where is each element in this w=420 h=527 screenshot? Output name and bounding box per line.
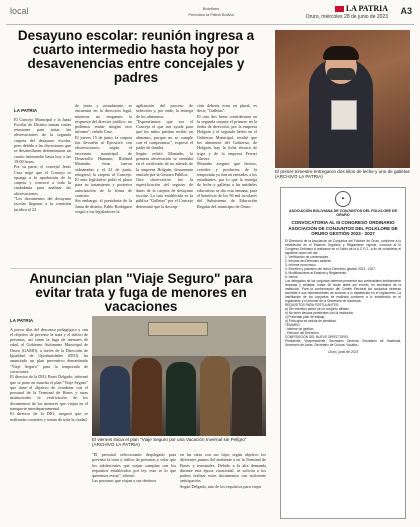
photo-person <box>166 362 196 436</box>
article2-photo-caption: El viernes inicia el plan "Viaje Seguro por una Vacación Invernal sin Peligro" (ARCHIVO LA PATRIA) <box>92 437 247 448</box>
photo-person <box>200 356 230 436</box>
article1-column-1 <box>14 103 71 273</box>
notice-signature: Oruro, junio de 2023 <box>327 350 359 355</box>
photo-banner <box>148 322 208 336</box>
article1-headline: Desayuno escolar: reunión ingresa a cuarto intermedio hasta hoy por desavenencias entre concejales y padres <box>17 28 255 86</box>
brand-name: LA PATRIA <box>345 4 388 13</box>
article2-headline: Anuncian plan "Viaje Seguro" para evitar trata y fuga de menores en vacaciones <box>29 271 253 315</box>
photo-person <box>132 358 162 436</box>
article2-col1-text: A pocos días del descanso pedagógico y con el objetivo de prevenir la trata y el tráfico de personas, así como la fuga de menores de edad, el Gobierno Autónomo Municipal de Oruro (GAMO), a través de la Dirección de Igualdad de Oportunidades (DIO), ha anunciado un plan preventivo denominado "Viaje Seguro" para la temporada de vacaciones. El director de la DIO, Boris Delgado, informó que se pone en marcha el plan "Viaje Seguro" que tiene el objetivo de coordinar con el personal de la Terminal de Buses y otras instituciones la verificación de los documentos de los menores que viajan en el transporte interdepartamental. El director de la DIO, aseguró que se realizarán controles y tomas de toda la ciudad. <box>10 326 88 422</box>
convocatoria-notice <box>280 187 406 519</box>
article2-byline: LA PATRIA <box>10 318 34 324</box>
article2-photo <box>92 316 266 436</box>
notice-title: CONVOCATORIA AL III CONGRESO ORDINARIO ASOCIACIÓN DE CONJUNTOS DEL FOLKLORE DE ORURO GESTIÓN 2023 - 2027 <box>288 220 398 236</box>
page-number: A3 <box>400 6 412 16</box>
flag-icon <box>335 6 344 12</box>
section-label: local <box>10 6 29 16</box>
issue-date: Oruro, miércoles 28 de junio de 2023 <box>305 14 388 20</box>
page-header <box>6 3 414 25</box>
notice-body: El Directorio de la Asociación de Conjuntos del Folklore de Oruro, conforme a lo establecido en el Estatuto Orgánico y Reglamento vigente, convoca al III Congreso Ordinario a realizarse en el Salón de la A.C.F.O., a fin de considerar el siguiente orden del día: 1. Verificación de credenciales. 2. Informe del Directorio saliente. 3. Informe económico. 4. Elección y posesión del nuevo Directorio gestión 2023 - 2027. 5. Modificaciones al Estatuto y Reglamento. 6. Varios. Los delegados de los conjuntos deberán presentar sus credenciales debidamente firmadas y selladas, hasta 48 horas antes del evento, en secretaría de la institución. Para la conformación del Comité Electoral los conjuntos deberán acreditar a sus representantes de acuerdo a lo establecido en el reglamento. La habilitación de los conjuntos se realizará conforme a lo establecido en el reglamento y el informe de la Secretaría de Hacienda. REQUISITOS PARA POSTULANTES: a) Ser miembro activo de un conjunto afiliado. b) No tener deudas pendientes con la institución. c) Presentar plan de trabajo. d) Fotocopia de cédula de identidad. TEMARIO: - Informe de gestión. - Elección del Directorio. COMPOSICIÓN DEL NUEVO DIRECTORIO: Presidente, Vicepresidente, Secretario General, Secretario de Hacienda, Secretario de Actas, Secretario de Cultura, Vocales. <box>285 239 401 348</box>
emblem-icon: ✦ <box>335 191 351 207</box>
masthead-line2: Periódico la Patria Bolivia <box>188 12 234 17</box>
article1-col1-text: El Concejo Municipal y la Junta Escolar de Distrito suman varias reuniones para tratar las observaciones de la segunda carpeta del desayuno escolar, pero debido a las discusiones que se desarrollaron determinaron un cuarto intermedio hasta hoy a las 19:00 horas. Por su parte, el concejal Jesús Cruz negó que el Concejo se oponga a la aprobación de la carpeta y convocó a toda la ciudadanía para analizar las observaciones. "Los documentos del desayuno escolar llegaron a la comisión jurídica el 22 <box>14 116 71 212</box>
article1-byline: LA PATRIA <box>14 108 38 114</box>
masthead <box>156 6 266 18</box>
photo-person <box>232 366 262 436</box>
section-divider <box>10 268 272 269</box>
photo-person <box>100 366 130 436</box>
photo-student-hair <box>323 46 359 60</box>
photo-food-package <box>331 100 357 130</box>
article1-photo-caption: El primer trimestre entregaron dos kilos de leche y uno de galletas (ARCHIVO LA PATRIA) <box>275 169 410 180</box>
photo-student-mask <box>327 68 355 80</box>
article2-column-1 <box>10 313 88 521</box>
article1-column-4: ción debería estar en plural, es decir, "Galletas". El otro dos horas consideraron en la segunda carpeta el primero en la firma de dirección, por la empresa Holguín y el segundo hecho en el Gobierno Municipal, resaltó que los alimentos del Gobierno, de Holguín, hay la ficha técnica de trigo y de la empresa Ferrari Ghezzi. Montaño aseguró que lácteos, cereales y productos de la temporada ya fueron enviados a los estudiantes, por lo que la entrega de leche y galletas a las unidades educativas se dio esta semana, para el beneficio de los 96 mil escolares del Subsistema de Educación Regular del municipio de Oruro. <box>197 103 257 209</box>
article2-column-2a: "El personal seleccionado desplegado para prevenir la trata y tráfico de personas y velar que los adolescentes que viajan cumplan con los requisitos establecidos por ley, esto se lo que queremos evitar", afirmó. Las personas que viajan a sus destinos <box>92 452 176 484</box>
notice-organization: ASOCIACIÓN BOLIVIANA DE CONJUNTOS DEL FOLKLORE DE ORURO <box>289 209 397 218</box>
article1-photo <box>275 30 410 168</box>
article1-column-2: de junio y actualmente, se encuentra en la dirección legal, mientras no tengamos la respuesta del director jurídico, no podemos emitir ningún otro informe", señaló Cruz. El jueves 15 de junio, la carpeta fue devuelta al Ejecutivo con observaciones; según el secretario municipal de Desarrollo Humano, Richard Montaño, éstas fueron subsanadas y el 22 de junio, reingresó la carpeta al Concejo. El ente legislativo pidió el plazo para su tratamiento y posterior autorización de la firma de contrato. Sin embargo, el presidente de la Junta de distrito, Pablo Rodríguez exigió a los legisladores la <box>75 103 132 214</box>
newspaper-brand <box>335 4 388 13</box>
article1-column-3: agilización del proceso de selección y, por ende, la entrega de los alimentos. "Esperaríamos que sea el Concejo el que nos ayude para que los niños puedan recibir un alimento, porque no se cumple con el compromiso", expresó el padre de familia. Según refirió Montaño, la primera observación se centraba en el certificado de no adeudo de la empresa Holguín, documento emitido por la Gestora Pública. Otra observación fue la especificación del registro de datos de la carpeta de desayuno escolar. La ruta establecida es la pública "Galletas" por el Concejo determinó que la descrip- <box>136 103 193 209</box>
article2-column-2b: en las salas con sus hijos según objetivo los diferentes puntos del ambiente o en la Terminal de Buses y terminales. Debido a la alta demanda durante esta época vacacional, se solicita a los padres realizar estos documentos con suficiente anticipación. Según Delgado, uno de los requisitos para viajar <box>180 452 266 489</box>
masthead-line1: Boletines <box>202 6 220 11</box>
